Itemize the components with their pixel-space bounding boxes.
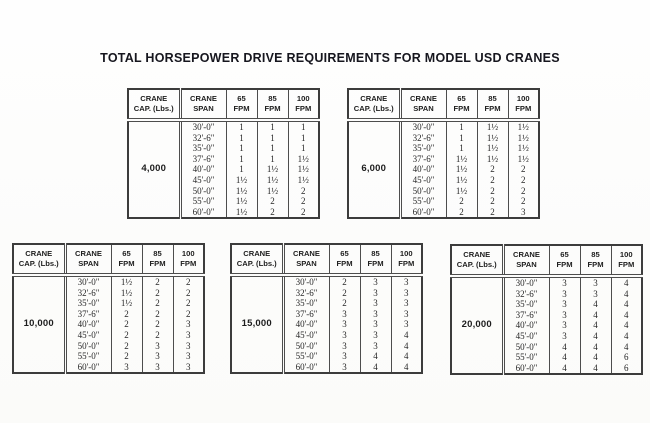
hp-value: 4 — [580, 352, 611, 363]
hp-value: 1½ — [508, 120, 539, 133]
hp-value: 2 — [508, 186, 539, 197]
span-value: 30'-0" — [65, 275, 111, 288]
hp-value: 2 — [173, 309, 204, 320]
hp-value: 3 — [360, 341, 391, 352]
hp-value: 2 — [288, 196, 319, 207]
hp-value: 1 — [288, 133, 319, 144]
hp-value: 1½ — [477, 143, 508, 154]
hp-value: 6 — [611, 352, 642, 363]
hp-value: 1½ — [508, 143, 539, 154]
hp-value: 4 — [580, 331, 611, 342]
span-value: 50'-0" — [283, 341, 329, 352]
crane-table-20000 — [450, 244, 643, 375]
hp-value: 4 — [391, 362, 422, 374]
hp-value: 2 — [111, 341, 142, 352]
span-value: 32'-6" — [283, 288, 329, 299]
hp-value: 3 — [329, 362, 360, 374]
hp-value: 2 — [142, 275, 173, 288]
hp-value: 2 — [142, 298, 173, 309]
hp-value: 2 — [477, 186, 508, 197]
span-value: 30'-0" — [283, 275, 329, 288]
header-line: SPAN — [78, 259, 99, 268]
hp-value: 3 — [329, 341, 360, 352]
table-row — [451, 276, 642, 289]
hp-value: 1½ — [288, 164, 319, 175]
hp-value: 1 — [257, 143, 288, 154]
span-value: 55'-0" — [180, 196, 226, 207]
hp-value: 2 — [288, 207, 319, 219]
span-value: 40'-0" — [400, 164, 446, 175]
header-line: CAP. (Lbs.) — [133, 104, 174, 113]
hp-value: 3 — [329, 351, 360, 362]
header-line: FPM — [398, 259, 415, 268]
hp-table — [230, 243, 423, 374]
header-line: FPM — [295, 104, 312, 113]
hp-value: 1½ — [226, 207, 257, 219]
hp-value: 1½ — [257, 164, 288, 175]
hp-value: 2 — [508, 175, 539, 186]
header-line: FPM — [367, 259, 384, 268]
span-value: 35'-0" — [180, 143, 226, 154]
header-crane-cap — [231, 244, 283, 275]
header-line: CRANE — [292, 249, 320, 259]
header-line: SPAN — [516, 260, 537, 269]
span-value: 40'-0" — [283, 319, 329, 330]
hp-value: 4 — [549, 342, 580, 353]
span-value: 45'-0" — [180, 175, 226, 186]
span-value: 45'-0" — [503, 331, 549, 342]
span-value: 30'-0" — [503, 276, 549, 289]
hp-value: 1 — [226, 154, 257, 165]
hp-value: 1½ — [477, 133, 508, 144]
header-100-fpm — [391, 244, 422, 275]
header-85-fpm — [580, 245, 611, 276]
hp-value: 1 — [226, 143, 257, 154]
hp-value: 4 — [391, 341, 422, 352]
hp-value: 2 — [477, 175, 508, 186]
hp-value: 3 — [549, 310, 580, 321]
hp-value: 1½ — [111, 288, 142, 299]
hp-value: 4 — [549, 363, 580, 375]
hp-value: 1 — [226, 120, 257, 133]
span-value: 32'-6" — [65, 288, 111, 299]
hp-value: 1½ — [111, 298, 142, 309]
hp-value: 1½ — [288, 154, 319, 165]
hp-value: 3 — [142, 362, 173, 374]
header-crane-cap — [128, 89, 180, 120]
hp-value: 2 — [329, 275, 360, 288]
header-65-fpm — [111, 244, 142, 275]
hp-value: 1½ — [288, 175, 319, 186]
span-value: 32'-6" — [503, 289, 549, 300]
span-value: 37'-6" — [180, 154, 226, 165]
hp-value: 3 — [173, 319, 204, 330]
header-line: FPM — [515, 104, 532, 113]
hp-value: 4 — [580, 363, 611, 375]
span-value: 35'-0" — [400, 143, 446, 154]
capacity-value: 6,000 — [361, 163, 387, 175]
header-row — [451, 245, 642, 276]
span-value: 45'-0" — [283, 330, 329, 341]
hp-value: 4 — [611, 310, 642, 321]
hp-value: 1½ — [446, 164, 477, 175]
header-row — [348, 89, 539, 120]
crane-table-6000 — [347, 88, 540, 219]
capacity-value: 10,000 — [23, 318, 54, 330]
header-line: 100 — [516, 94, 530, 104]
span-value: 30'-0" — [400, 120, 446, 133]
span-value: 50'-0" — [503, 342, 549, 353]
hp-value: 3 — [391, 275, 422, 288]
header-line: 85 — [268, 94, 277, 104]
hp-value: 1½ — [226, 186, 257, 197]
header-line: 85 — [591, 250, 600, 260]
header-line: CRANE — [74, 249, 102, 259]
hp-table — [450, 244, 643, 375]
header-line: 65 — [237, 94, 246, 104]
hp-value: 3 — [360, 319, 391, 330]
hp-value: 3 — [360, 275, 391, 288]
hp-value: 3 — [549, 320, 580, 331]
hp-value: 1½ — [508, 154, 539, 165]
span-value: 60'-0" — [283, 362, 329, 374]
hp-value: 3 — [391, 298, 422, 309]
span-value: 50'-0" — [400, 186, 446, 197]
hp-value: 3 — [391, 309, 422, 320]
header-line: 100 — [296, 94, 310, 104]
header-crane-cap — [451, 245, 503, 276]
header-line: FPM — [587, 260, 604, 269]
hp-value: 3 — [508, 207, 539, 219]
hp-value: 4 — [580, 342, 611, 353]
span-value: 35'-0" — [283, 298, 329, 309]
span-value: 60'-0" — [65, 362, 111, 374]
hp-value: 6 — [611, 363, 642, 375]
header-85-fpm — [477, 89, 508, 120]
header-crane-span — [180, 89, 226, 120]
hp-value: 2 — [111, 309, 142, 320]
span-value: 40'-0" — [65, 319, 111, 330]
header-line: FPM — [149, 259, 166, 268]
hp-value: 4 — [611, 320, 642, 331]
header-100-fpm — [288, 89, 319, 120]
span-value: 45'-0" — [65, 330, 111, 341]
header-line: FPM — [556, 260, 573, 269]
hp-value: 1 — [257, 120, 288, 133]
span-value: 50'-0" — [180, 186, 226, 197]
header-row — [13, 244, 204, 275]
hp-value: 1½ — [257, 186, 288, 197]
header-line: 65 — [457, 94, 466, 104]
hp-value: 2 — [329, 288, 360, 299]
header-65-fpm — [446, 89, 477, 120]
hp-table — [127, 88, 320, 219]
hp-value: 3 — [142, 341, 173, 352]
hp-value: 4 — [391, 351, 422, 362]
hp-value: 1½ — [477, 120, 508, 133]
span-value: 35'-0" — [65, 298, 111, 309]
hp-value: 4 — [391, 330, 422, 341]
span-value: 55'-0" — [65, 351, 111, 362]
header-line: CRANE — [25, 249, 53, 259]
hp-value: 3 — [111, 362, 142, 374]
hp-value: 1 — [226, 133, 257, 144]
header-line: CAP. (Lbs.) — [236, 259, 277, 268]
hp-value: 3 — [173, 351, 204, 362]
hp-value: 4 — [580, 310, 611, 321]
header-line: CAP. (Lbs.) — [353, 104, 394, 113]
hp-value: 2 — [288, 186, 319, 197]
span-value: 55'-0" — [283, 351, 329, 362]
hp-value: 2 — [257, 207, 288, 219]
hp-value: 3 — [142, 351, 173, 362]
hp-value: 2 — [508, 164, 539, 175]
hp-value: 3 — [360, 298, 391, 309]
header-line: 65 — [340, 249, 349, 259]
header-100-fpm — [173, 244, 204, 275]
header-crane-span — [283, 244, 329, 275]
hp-value: 3 — [360, 288, 391, 299]
span-value: 55'-0" — [400, 196, 446, 207]
hp-value: 4 — [611, 299, 642, 310]
header-line: 85 — [371, 249, 380, 259]
capacity-value: 4,000 — [141, 163, 167, 175]
hp-value: 1 — [226, 164, 257, 175]
hp-value: 2 — [477, 207, 508, 219]
span-value: 35'-0" — [503, 299, 549, 310]
span-value: 55'-0" — [503, 352, 549, 363]
header-65-fpm — [329, 244, 360, 275]
hp-value: 1½ — [446, 175, 477, 186]
hp-value: 1 — [446, 133, 477, 144]
header-line: FPM — [484, 104, 501, 113]
header-line: SPAN — [193, 104, 214, 113]
hp-value: 1 — [288, 120, 319, 133]
hp-value: 3 — [329, 330, 360, 341]
page-title: TOTAL HORSEPOWER DRIVE REQUIREMENTS FOR MODEL USD CRANES — [100, 51, 560, 65]
header-crane-span — [503, 245, 549, 276]
hp-value: 3 — [391, 319, 422, 330]
header-65-fpm — [226, 89, 257, 120]
hp-value: 2 — [257, 196, 288, 207]
hp-value: 4 — [611, 289, 642, 300]
hp-value: 1 — [446, 143, 477, 154]
hp-value: 2 — [173, 275, 204, 288]
header-85-fpm — [142, 244, 173, 275]
hp-value: 4 — [611, 342, 642, 353]
table-row — [128, 120, 319, 133]
span-value: 45'-0" — [400, 175, 446, 186]
hp-value: 1½ — [508, 133, 539, 144]
hp-value: 4 — [549, 352, 580, 363]
hp-value: 2 — [477, 196, 508, 207]
hp-value: 1 — [257, 133, 288, 144]
header-line: FPM — [618, 260, 635, 269]
crane-table-15000 — [230, 243, 423, 374]
hp-value: 3 — [391, 288, 422, 299]
header-line: FPM — [264, 104, 281, 113]
header-line: CAP. (Lbs.) — [456, 260, 497, 269]
hp-table — [347, 88, 540, 219]
header-crane-cap — [348, 89, 400, 120]
table-row — [13, 275, 204, 288]
hp-value: 2 — [446, 207, 477, 219]
header-line: 65 — [122, 249, 131, 259]
header-crane-span — [400, 89, 446, 120]
hp-value: 3 — [360, 309, 391, 320]
hp-value: 1½ — [446, 186, 477, 197]
header-85-fpm — [360, 244, 391, 275]
header-line: 85 — [153, 249, 162, 259]
capacity-value: 20,000 — [461, 319, 492, 331]
hp-value: 2 — [142, 330, 173, 341]
header-line: CRANE — [512, 250, 540, 260]
hp-value: 4 — [360, 351, 391, 362]
span-value: 37'-6" — [400, 154, 446, 165]
hp-value: 1 — [288, 143, 319, 154]
hp-value: 2 — [142, 288, 173, 299]
crane-table-10000 — [12, 243, 205, 374]
hp-value: 2 — [111, 319, 142, 330]
hp-value: 2 — [111, 330, 142, 341]
header-line: 85 — [488, 94, 497, 104]
hp-value: 3 — [549, 276, 580, 289]
header-line: FPM — [336, 259, 353, 268]
table-row — [231, 275, 422, 288]
hp-value: 4 — [580, 320, 611, 331]
hp-value: 4 — [580, 299, 611, 310]
hp-value: 3 — [173, 362, 204, 374]
header-line: CRANE — [189, 94, 217, 104]
header-line: CRANE — [243, 249, 271, 259]
header-line: 100 — [399, 249, 413, 259]
header-line: 65 — [560, 250, 569, 260]
hp-value: 3 — [549, 331, 580, 342]
hp-value: 1½ — [477, 154, 508, 165]
header-crane-cap — [13, 244, 65, 275]
header-line: FPM — [233, 104, 250, 113]
hp-value: 3 — [580, 276, 611, 289]
hp-value: 3 — [360, 330, 391, 341]
hp-value: 3 — [329, 309, 360, 320]
header-crane-span — [65, 244, 111, 275]
hp-value: 1½ — [446, 154, 477, 165]
header-row — [128, 89, 319, 120]
header-line: CAP. (Lbs.) — [18, 259, 59, 268]
hp-value: 1 — [257, 154, 288, 165]
header-100-fpm — [508, 89, 539, 120]
hp-value: 2 — [142, 309, 173, 320]
hp-value: 3 — [580, 289, 611, 300]
hp-value: 1½ — [111, 275, 142, 288]
hp-value: 1½ — [226, 196, 257, 207]
span-value: 30'-0" — [180, 120, 226, 133]
header-line: CRANE — [360, 94, 388, 104]
hp-value: 2 — [111, 351, 142, 362]
hp-value: 1½ — [226, 175, 257, 186]
hp-value: 3 — [329, 319, 360, 330]
header-line: CRANE — [463, 250, 491, 260]
span-value: 60'-0" — [503, 363, 549, 375]
header-line: SPAN — [296, 259, 317, 268]
header-line: SPAN — [413, 104, 434, 113]
hp-value: 2 — [446, 196, 477, 207]
span-value: 37'-6" — [65, 309, 111, 320]
hp-value: 2 — [508, 196, 539, 207]
span-value: 60'-0" — [180, 207, 226, 219]
header-65-fpm — [549, 245, 580, 276]
hp-value: 2 — [142, 319, 173, 330]
hp-value: 3 — [549, 289, 580, 300]
header-line: FPM — [453, 104, 470, 113]
hp-value: 2 — [173, 288, 204, 299]
span-value: 37'-6" — [503, 310, 549, 321]
hp-value: 4 — [360, 362, 391, 374]
span-value: 40'-0" — [503, 320, 549, 331]
hp-value: 1 — [446, 120, 477, 133]
hp-value: 2 — [477, 164, 508, 175]
capacity-value: 15,000 — [241, 318, 272, 330]
hp-value: 4 — [611, 276, 642, 289]
hp-value: 3 — [173, 341, 204, 352]
header-line: CRANE — [140, 94, 168, 104]
hp-value: 2 — [173, 298, 204, 309]
span-value: 32'-6" — [400, 133, 446, 144]
span-value: 50'-0" — [65, 341, 111, 352]
hp-table — [12, 243, 205, 374]
header-line: FPM — [180, 259, 197, 268]
header-line: 100 — [181, 249, 195, 259]
header-100-fpm — [611, 245, 642, 276]
hp-value: 3 — [173, 330, 204, 341]
hp-value: 2 — [329, 298, 360, 309]
span-value: 32'-6" — [180, 133, 226, 144]
span-value: 60'-0" — [400, 207, 446, 219]
crane-table-4000 — [127, 88, 320, 219]
hp-value: 1½ — [257, 175, 288, 186]
header-85-fpm — [257, 89, 288, 120]
header-line: FPM — [118, 259, 135, 268]
header-row — [231, 244, 422, 275]
table-row — [348, 120, 539, 133]
header-line: 100 — [619, 250, 633, 260]
hp-value: 4 — [611, 331, 642, 342]
header-line: CRANE — [409, 94, 437, 104]
span-value: 37'-6" — [283, 309, 329, 320]
span-value: 40'-0" — [180, 164, 226, 175]
hp-value: 3 — [549, 299, 580, 310]
